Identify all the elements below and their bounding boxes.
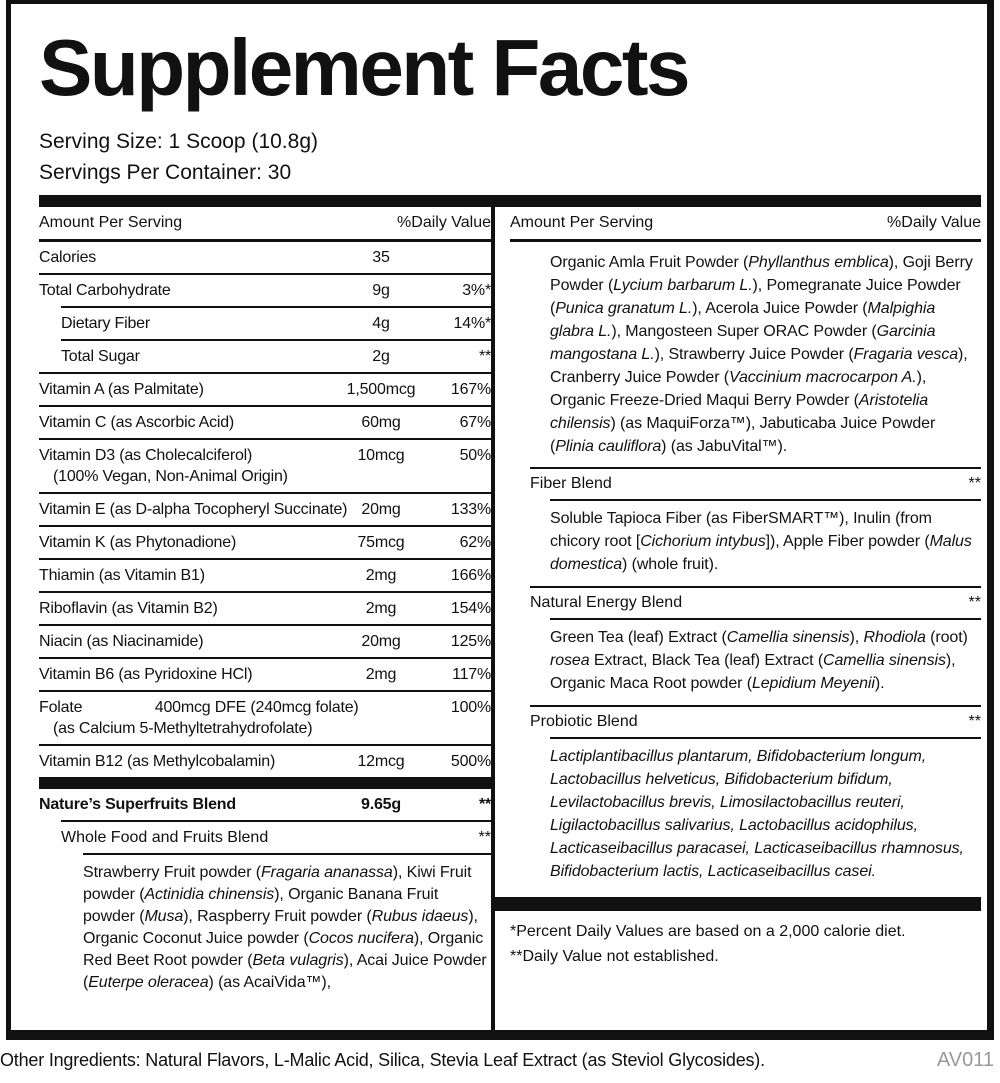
left-column-header bbox=[39, 207, 491, 242]
header-divider-bar bbox=[39, 195, 981, 207]
table-row-vitamin-a: Vitamin A (as Palmitate) 1,500mcg 167% bbox=[39, 372, 491, 405]
table-row-folate: Folate 400mcg DFE (240mcg folate) 100% (as Calcium 5-Methyltetrahydrofolate) bbox=[39, 690, 491, 744]
blend-divider-bar bbox=[39, 777, 491, 789]
daily-value-header: %Daily Value bbox=[887, 214, 981, 231]
table-row-vitamin-c: Vitamin C (as Ascorbic Acid) 60mg 67% bbox=[39, 405, 491, 438]
amount-per-serving-header: Amount Per Serving bbox=[510, 214, 654, 231]
fiber-blend-paragraph: Soluble Tapioca Fiber (as FiberSMART™), Inulin (from chicory root [Cichorium intybus]), Apple Fiber powder (Malus domestica) (whole fruit). bbox=[550, 510, 972, 573]
table-row-riboflavin: Riboflavin (as Vitamin B2) 2mg 154% bbox=[39, 591, 491, 624]
blend-sub-rule bbox=[550, 499, 981, 501]
right-column bbox=[495, 207, 981, 1030]
footnote-percent-daily-values: *Percent Daily Values are based on a 2,000 calorie diet. bbox=[510, 923, 906, 940]
fiber-blend-section bbox=[530, 467, 981, 586]
table-row-note: (100% Vegan, Non-Animal Origin) bbox=[53, 468, 288, 485]
page-title: Supplement Facts bbox=[39, 23, 689, 112]
natural-energy-blend-paragraph: Green Tea (leaf) Extract (Camellia sinensis), Rhodiola (root) rosea Extract, Black Tea (leaf) Extract (Camellia sinensis), Organic Maca Root powder (Lepidium Meyenii). bbox=[550, 629, 968, 692]
table-row-niacin: Niacin (as Niacinamide) 20mg 125% bbox=[39, 624, 491, 657]
blend-heading: Probiotic Blend ** bbox=[530, 713, 981, 730]
table-row-vitamin-e: Vitamin E (as D-alpha Tocopheryl Succinate) 20mg 133% bbox=[39, 492, 491, 525]
blend-heading: Fiber Blend ** bbox=[530, 475, 981, 492]
right-column-header bbox=[510, 207, 981, 242]
blend-sub-rule bbox=[550, 618, 981, 620]
supplement-facts-panel bbox=[6, 0, 994, 1040]
servings-per-container: Servings Per Container: 30 bbox=[39, 161, 292, 184]
amount-per-serving-header: Amount Per Serving bbox=[39, 214, 183, 231]
table-row-vitamin-k: Vitamin K (as Phytonadione) 75mcg 62% bbox=[39, 525, 491, 558]
table-row-superfruits-blend: Nature’s Superfruits Blend 9.65g ** bbox=[39, 796, 491, 813]
table-row-total-carbohydrate: Total Carbohydrate 9g 3%* bbox=[39, 273, 491, 306]
table-row-total-sugar: Total Sugar 2g ** bbox=[61, 339, 491, 372]
blend-heading: Natural Energy Blend ** bbox=[530, 594, 981, 611]
left-column bbox=[39, 207, 491, 1030]
footnote-daily-value-not-established: **Daily Value not established. bbox=[510, 948, 719, 965]
table-row-vitamin-b12: Vitamin B12 (as Methylcobalamin) 12mcg 500% bbox=[39, 744, 491, 777]
footnotes bbox=[510, 919, 981, 969]
probiotic-blend-paragraph: Lactiplantibacillus plantarum, Bifidobacterium longum, Lactobacillus helveticus, Bifidobacterium bifidum, Levilactobacillus brevis, Limosilactobacillus reuteri, Ligilactobacillus salivarius, Lactobacillus acidophilus, Lacticaseibacillus paracasei, Lacticaseibacillus rhamnosus, Bifidobacterium lactis, Lacticaseibacillus casei. bbox=[550, 748, 964, 880]
blend-sub-rule bbox=[550, 737, 981, 739]
superfruits-ingredients-continued: Organic Amla Fruit Powder (Phyllanthus emblica), Goji Berry Powder (Lycium barbarum L.), Pomegranate Juice Powder (Punica granatum L.), Acerola Juice Powder (Malpighia glabra L.), Mangosteen Super ORAC Powder (Garcinia mangostana L.), Strawberry Juice Powder (Fragaria vesca), Cranberry Juice Powder (Vaccinium macrocarpon A.), Organic Freeze-Dried Maqui Berry Powder (Aristotelia chilensis) (as MaquiForza™), Jabuticaba Juice Powder (Plinia cauliflora) (as JabuVital™). bbox=[550, 254, 973, 455]
serving-info bbox=[39, 126, 981, 188]
table-row-calories: Calories 35 bbox=[39, 249, 390, 266]
product-code: AV011 bbox=[936, 1049, 994, 1071]
natural-energy-blend-section bbox=[530, 586, 981, 705]
facts-columns bbox=[39, 207, 981, 1030]
table-row-whole-food-blend: Whole Food and Fruits Blend ** bbox=[61, 820, 491, 853]
table-row-vitamin-b6: Vitamin B6 (as Pyridoxine HCl) 2mg 117% bbox=[39, 657, 491, 690]
other-ingredients: Other Ingredients: Natural Flavors, L-Malic Acid, Silica, Stevia Leaf Extract (as Steviol Glycosides). bbox=[0, 1050, 765, 1070]
daily-value-header: %Daily Value bbox=[397, 214, 491, 231]
table-row-vitamin-d3: Vitamin D3 (as Cholecalciferol) 10mcg 50% (100% Vegan, Non-Animal Origin) bbox=[39, 438, 491, 492]
footer-line bbox=[0, 1049, 1000, 1072]
table-row-thiamin: Thiamin (as Vitamin B1) 2mg 166% bbox=[39, 558, 491, 591]
table-row-note: (as Calcium 5-Methyltetrahydrofolate) bbox=[53, 720, 313, 737]
footnote-divider-bar bbox=[495, 897, 981, 911]
probiotic-blend-section bbox=[530, 705, 981, 893]
serving-size: Serving Size: 1 Scoop (10.8g) bbox=[39, 130, 318, 153]
table-row-dietary-fiber: Dietary Fiber 4g 14%* bbox=[61, 306, 491, 339]
whole-food-ingredients-paragraph: Strawberry Fruit powder (Fragaria ananassa), Kiwi Fruit powder (Actinidia chinensis), Organic Banana Fruit powder (Musa), Raspberry Fruit powder (Rubus idaeus), Organic Coconut Juice powder (Cocos nucifera), Organic Red Beet Root powder (Beta vulagris), Acai Juice Powder (Euterpe oleracea) (as AcaiVida™), bbox=[83, 853, 491, 994]
